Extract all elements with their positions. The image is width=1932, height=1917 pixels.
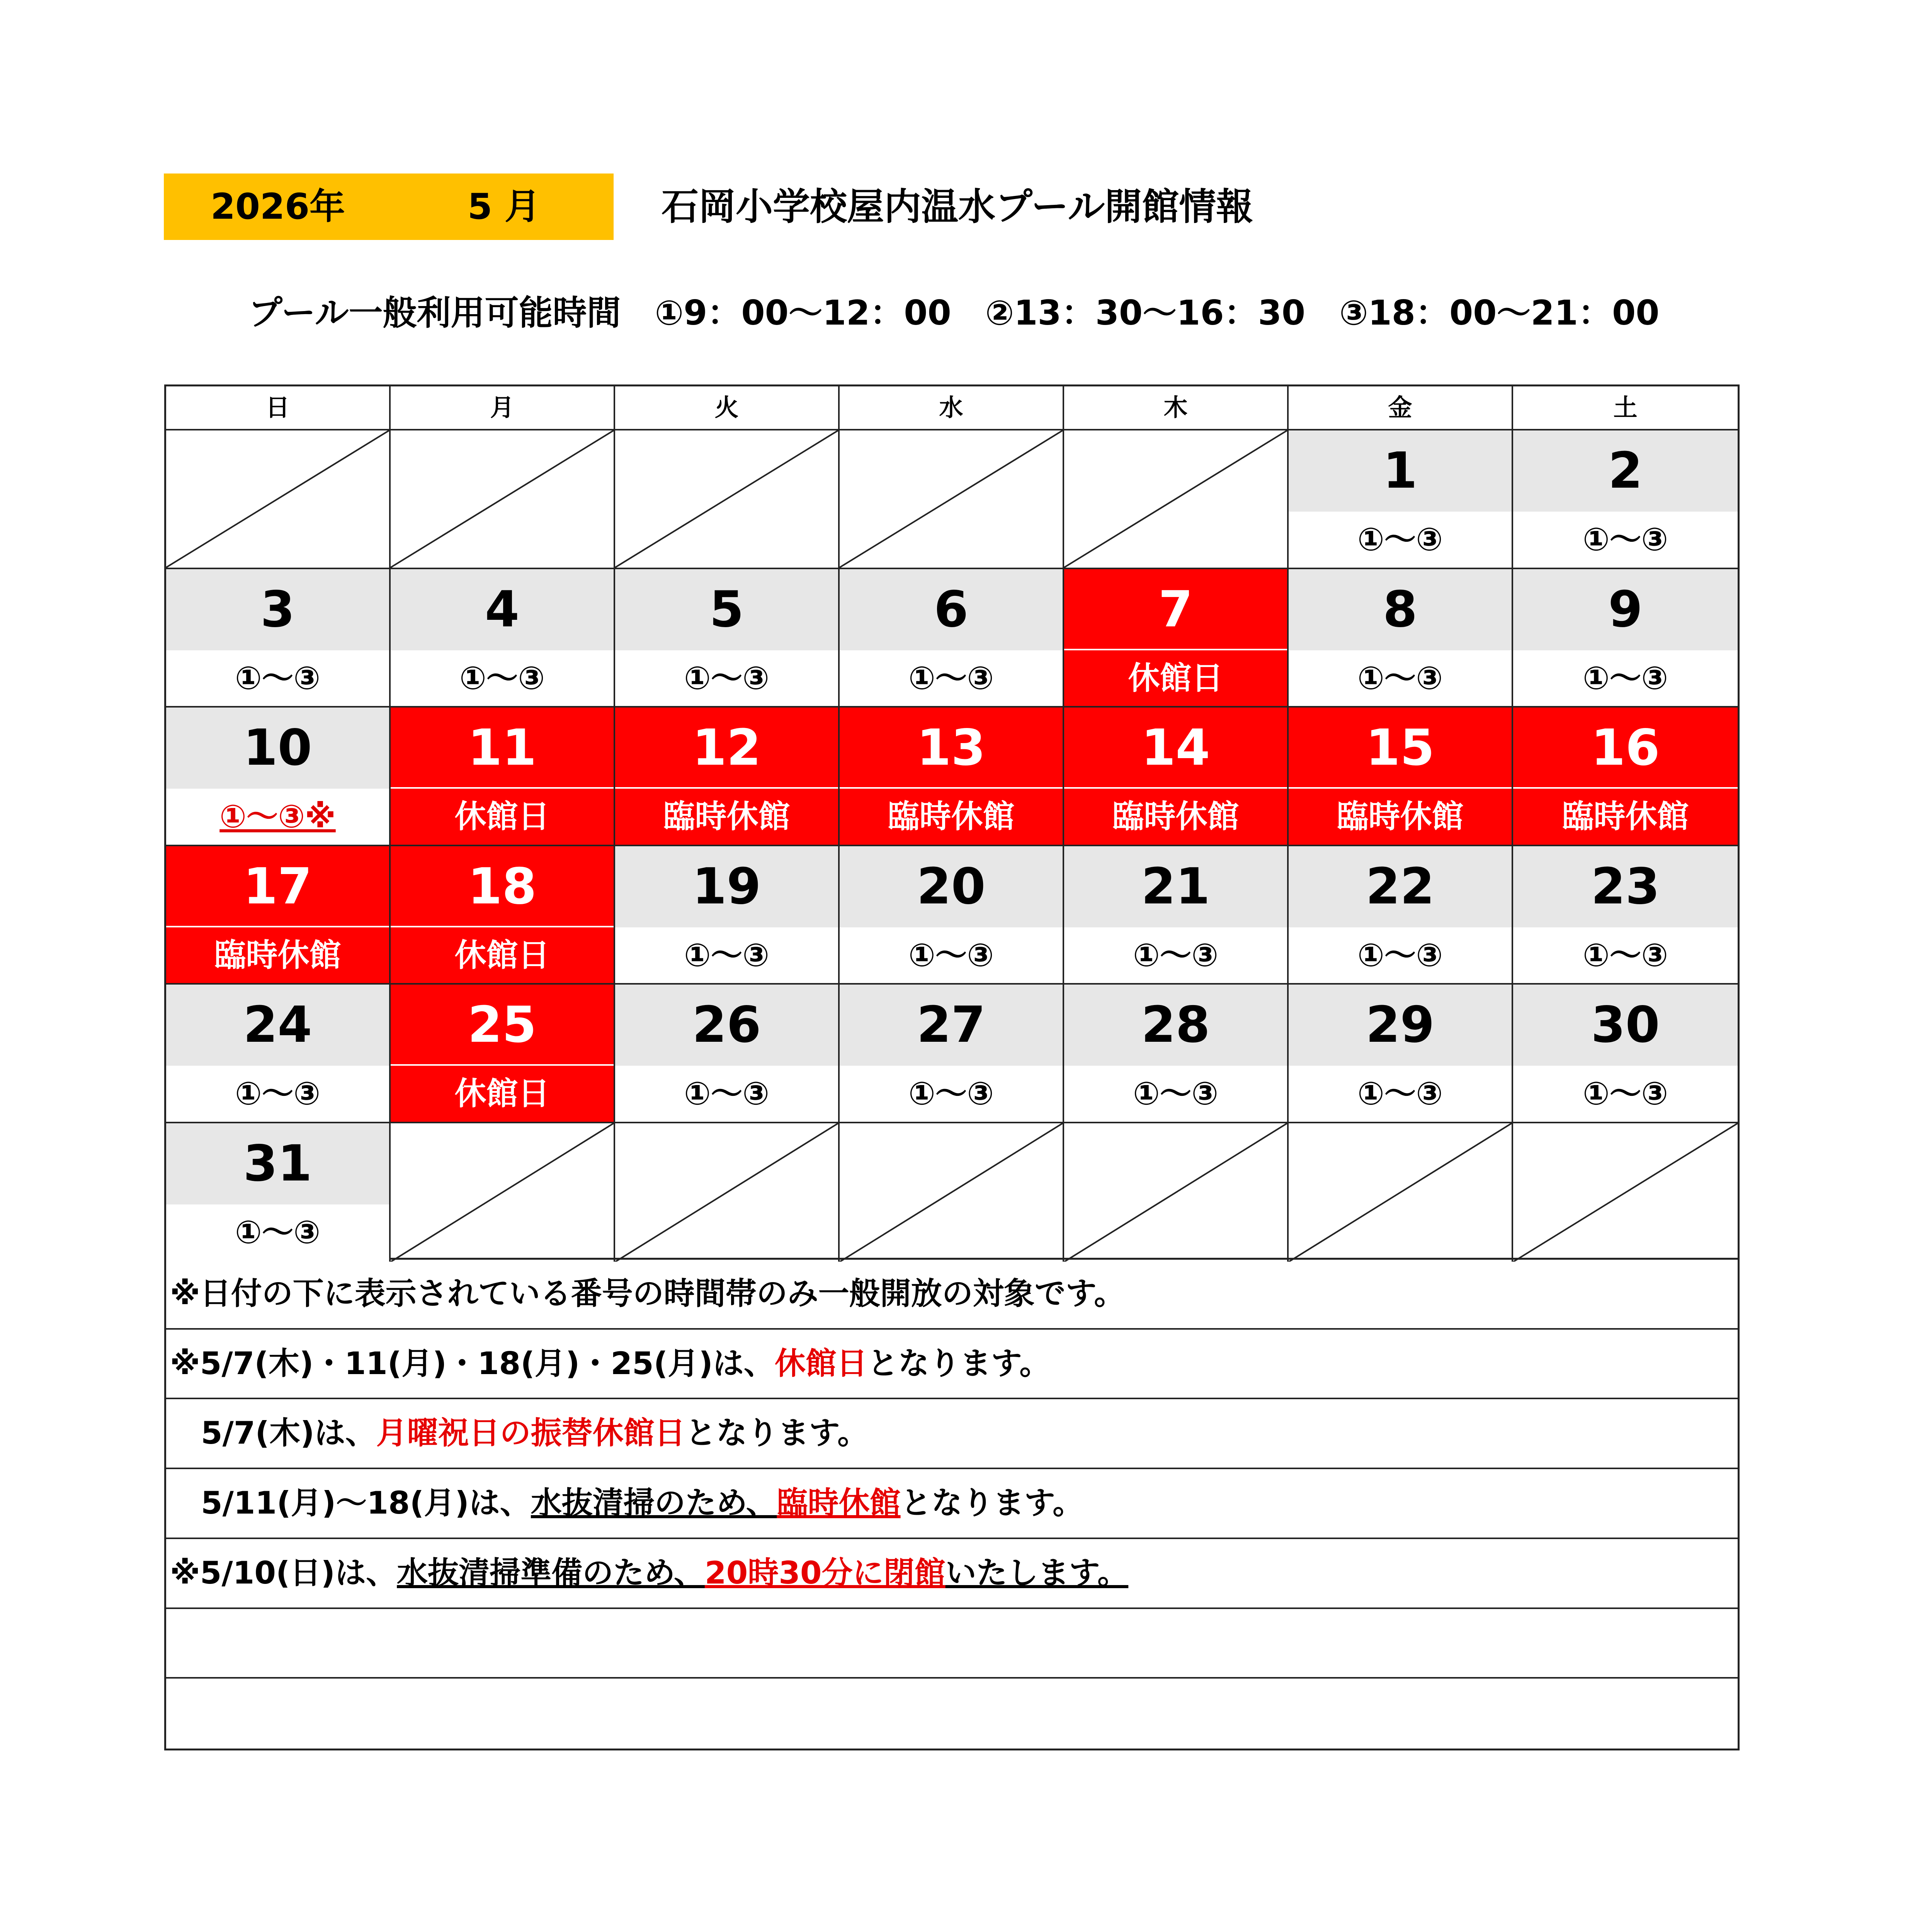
diagonal-slash-icon <box>615 430 838 568</box>
empty-day-cell <box>391 430 615 569</box>
day-cell <box>840 569 1064 708</box>
day-cell <box>1289 569 1513 708</box>
day-cell <box>166 846 391 985</box>
day-status: 休館日 <box>1064 650 1287 706</box>
day-cell <box>391 708 615 846</box>
diagonal-slash-icon <box>1064 1123 1287 1262</box>
weekday-header: 木 <box>1064 386 1289 430</box>
day-cell <box>840 708 1064 846</box>
note-row <box>166 1469 1738 1539</box>
day-status: ①～③ <box>1513 1066 1738 1122</box>
day-status: ①～③ <box>840 650 1063 706</box>
note-text: 月曜祝日の振替休館日 <box>376 1415 685 1451</box>
note-text: 20時30分に閉館 <box>704 1555 946 1591</box>
available-hours: プール一般利用可能時間 ①9：00～12：00 ②13：30～16：30 ③18：00～21：00 <box>248 293 1660 333</box>
day-cell <box>166 985 391 1123</box>
day-cell <box>840 985 1064 1123</box>
note-text: となります。 <box>685 1415 869 1451</box>
note-row <box>166 1399 1738 1469</box>
day-status: 臨時休館 <box>1513 789 1738 845</box>
weekday-header: 月 <box>391 386 615 430</box>
day-number: 8 <box>1289 569 1512 650</box>
day-cell <box>1064 569 1289 708</box>
day-status: ①～③ <box>615 650 838 706</box>
day-number: 27 <box>840 985 1063 1066</box>
day-status: ①～③ <box>1064 927 1287 983</box>
note-row <box>166 1260 1738 1330</box>
notes-table <box>164 1260 1740 1750</box>
day-cell <box>1513 430 1738 569</box>
note-row <box>166 1679 1738 1749</box>
day-number: 17 <box>166 846 389 927</box>
day-number: 2 <box>1513 430 1738 512</box>
day-cell <box>1513 985 1738 1123</box>
day-cell <box>615 985 840 1123</box>
day-status: ①～③ <box>166 1066 389 1122</box>
day-status: ①～③ <box>1513 512 1738 568</box>
day-number: 4 <box>391 569 614 650</box>
calendar-grid <box>164 384 1740 1260</box>
day-number: 30 <box>1513 985 1738 1066</box>
day-status: 臨時休館 <box>1289 789 1512 845</box>
page-title: 石岡小学校屋内温水プール開館情報 <box>662 185 1253 228</box>
day-status: 臨時休館 <box>1064 789 1287 845</box>
day-cell <box>1513 708 1738 846</box>
note-text: 5/11(月)～18(月)は、 <box>170 1485 531 1521</box>
day-cell <box>1289 846 1513 985</box>
day-number: 23 <box>1513 846 1738 927</box>
day-number: 11 <box>391 708 614 789</box>
day-number: 25 <box>391 985 614 1066</box>
day-cell <box>1064 708 1289 846</box>
note-text: 5/7(木)は、 <box>170 1415 376 1451</box>
note-text: 水抜清掃のため、 <box>531 1485 777 1521</box>
note-text: となります。 <box>900 1485 1084 1521</box>
day-number: 18 <box>391 846 614 927</box>
empty-day-cell <box>1513 1123 1738 1262</box>
note-text: 休館日 <box>774 1345 867 1381</box>
diagonal-slash-icon <box>615 1123 838 1262</box>
day-status: ①～③ <box>840 927 1063 983</box>
diagonal-slash-icon <box>166 430 389 568</box>
day-cell <box>166 1123 391 1262</box>
day-number: 9 <box>1513 569 1738 650</box>
day-status: ①～③※ <box>166 789 389 845</box>
day-status: ①～③ <box>1289 927 1512 983</box>
diagonal-slash-icon <box>840 1123 1063 1262</box>
day-status: 休館日 <box>391 1066 614 1122</box>
day-cell <box>1513 846 1738 985</box>
day-cell <box>840 846 1064 985</box>
empty-day-cell <box>840 430 1064 569</box>
diagonal-slash-icon <box>1513 1123 1738 1262</box>
day-status: ①～③ <box>1064 1066 1287 1122</box>
diagonal-slash-icon <box>840 430 1063 568</box>
note-row <box>166 1609 1738 1679</box>
day-status: ①～③ <box>1289 1066 1512 1122</box>
note-text: 臨時休館 <box>777 1485 901 1521</box>
empty-day-cell <box>615 1123 840 1262</box>
day-number: 28 <box>1064 985 1287 1066</box>
day-number: 14 <box>1064 708 1287 789</box>
note-text: 水抜清掃準備のため、 <box>397 1555 705 1591</box>
day-number: 24 <box>166 985 389 1066</box>
month-label: 5 月 <box>468 186 541 227</box>
day-status: ①～③ <box>166 650 389 706</box>
empty-day-cell <box>840 1123 1064 1262</box>
day-status: 臨時休館 <box>166 927 389 983</box>
day-number: 20 <box>840 846 1063 927</box>
day-number: 13 <box>840 708 1063 789</box>
day-number: 16 <box>1513 708 1738 789</box>
day-status: ①～③ <box>615 927 838 983</box>
day-number: 19 <box>615 846 838 927</box>
diagonal-slash-icon <box>391 1123 614 1262</box>
note-text: ※5/10(日)は、 <box>170 1555 397 1591</box>
weekday-header: 火 <box>615 386 840 430</box>
day-cell <box>615 846 840 985</box>
diagonal-slash-icon <box>1289 1123 1512 1262</box>
day-status: ①～③ <box>1289 650 1512 706</box>
day-cell <box>1513 569 1738 708</box>
day-cell <box>1064 846 1289 985</box>
day-status: ①～③ <box>1289 512 1512 568</box>
weekday-header: 日 <box>166 386 391 430</box>
note-text: ※5/7(木)・11(月)・18(月)・25(月)は、 <box>170 1345 775 1381</box>
day-number: 7 <box>1064 569 1287 650</box>
day-number: 29 <box>1289 985 1512 1066</box>
weekday-header: 水 <box>840 386 1064 430</box>
day-number: 3 <box>166 569 389 650</box>
weekday-header: 金 <box>1289 386 1513 430</box>
day-cell <box>391 846 615 985</box>
day-number: 26 <box>615 985 838 1066</box>
day-number: 6 <box>840 569 1063 650</box>
day-status: ①～③ <box>1513 927 1738 983</box>
note-row <box>166 1330 1738 1400</box>
empty-day-cell <box>391 1123 615 1262</box>
day-cell <box>1289 708 1513 846</box>
day-cell <box>391 985 615 1123</box>
day-number: 31 <box>166 1123 389 1204</box>
year-label: 2026年 <box>211 186 345 227</box>
day-cell <box>1064 985 1289 1123</box>
day-status: 臨時休館 <box>840 789 1063 845</box>
day-number: 10 <box>166 708 389 789</box>
day-cell <box>391 569 615 708</box>
day-cell <box>166 569 391 708</box>
weekday-header: 土 <box>1513 386 1738 430</box>
day-cell <box>1289 985 1513 1123</box>
diagonal-slash-icon <box>391 430 614 568</box>
diagonal-slash-icon <box>1064 430 1287 568</box>
empty-day-cell <box>1064 430 1289 569</box>
day-number: 5 <box>615 569 838 650</box>
day-cell <box>615 708 840 846</box>
empty-day-cell <box>1289 1123 1513 1262</box>
note-text: いたします。 <box>945 1555 1129 1591</box>
note-text: となります。 <box>867 1345 1051 1381</box>
day-status: ①～③ <box>166 1204 389 1262</box>
day-status: ①～③ <box>1513 650 1738 706</box>
empty-day-cell <box>166 430 391 569</box>
day-status: 休館日 <box>391 927 614 983</box>
day-status: ①～③ <box>840 1066 1063 1122</box>
day-number: 12 <box>615 708 838 789</box>
day-cell <box>615 569 840 708</box>
day-number: 21 <box>1064 846 1287 927</box>
day-number: 22 <box>1289 846 1512 927</box>
day-cell <box>1289 430 1513 569</box>
day-status: 臨時休館 <box>615 789 838 845</box>
day-status: 休館日 <box>391 789 614 845</box>
day-number: 15 <box>1289 708 1512 789</box>
day-number: 1 <box>1289 430 1512 512</box>
empty-day-cell <box>615 430 840 569</box>
day-cell <box>166 708 391 846</box>
day-status: ①～③ <box>391 650 614 706</box>
empty-day-cell <box>1064 1123 1289 1262</box>
note-text: ※日付の下に表示されている番号の時間帯のみ一般開放の対象です。 <box>170 1276 1125 1311</box>
note-row <box>166 1539 1738 1609</box>
day-status: ①～③ <box>615 1066 838 1122</box>
